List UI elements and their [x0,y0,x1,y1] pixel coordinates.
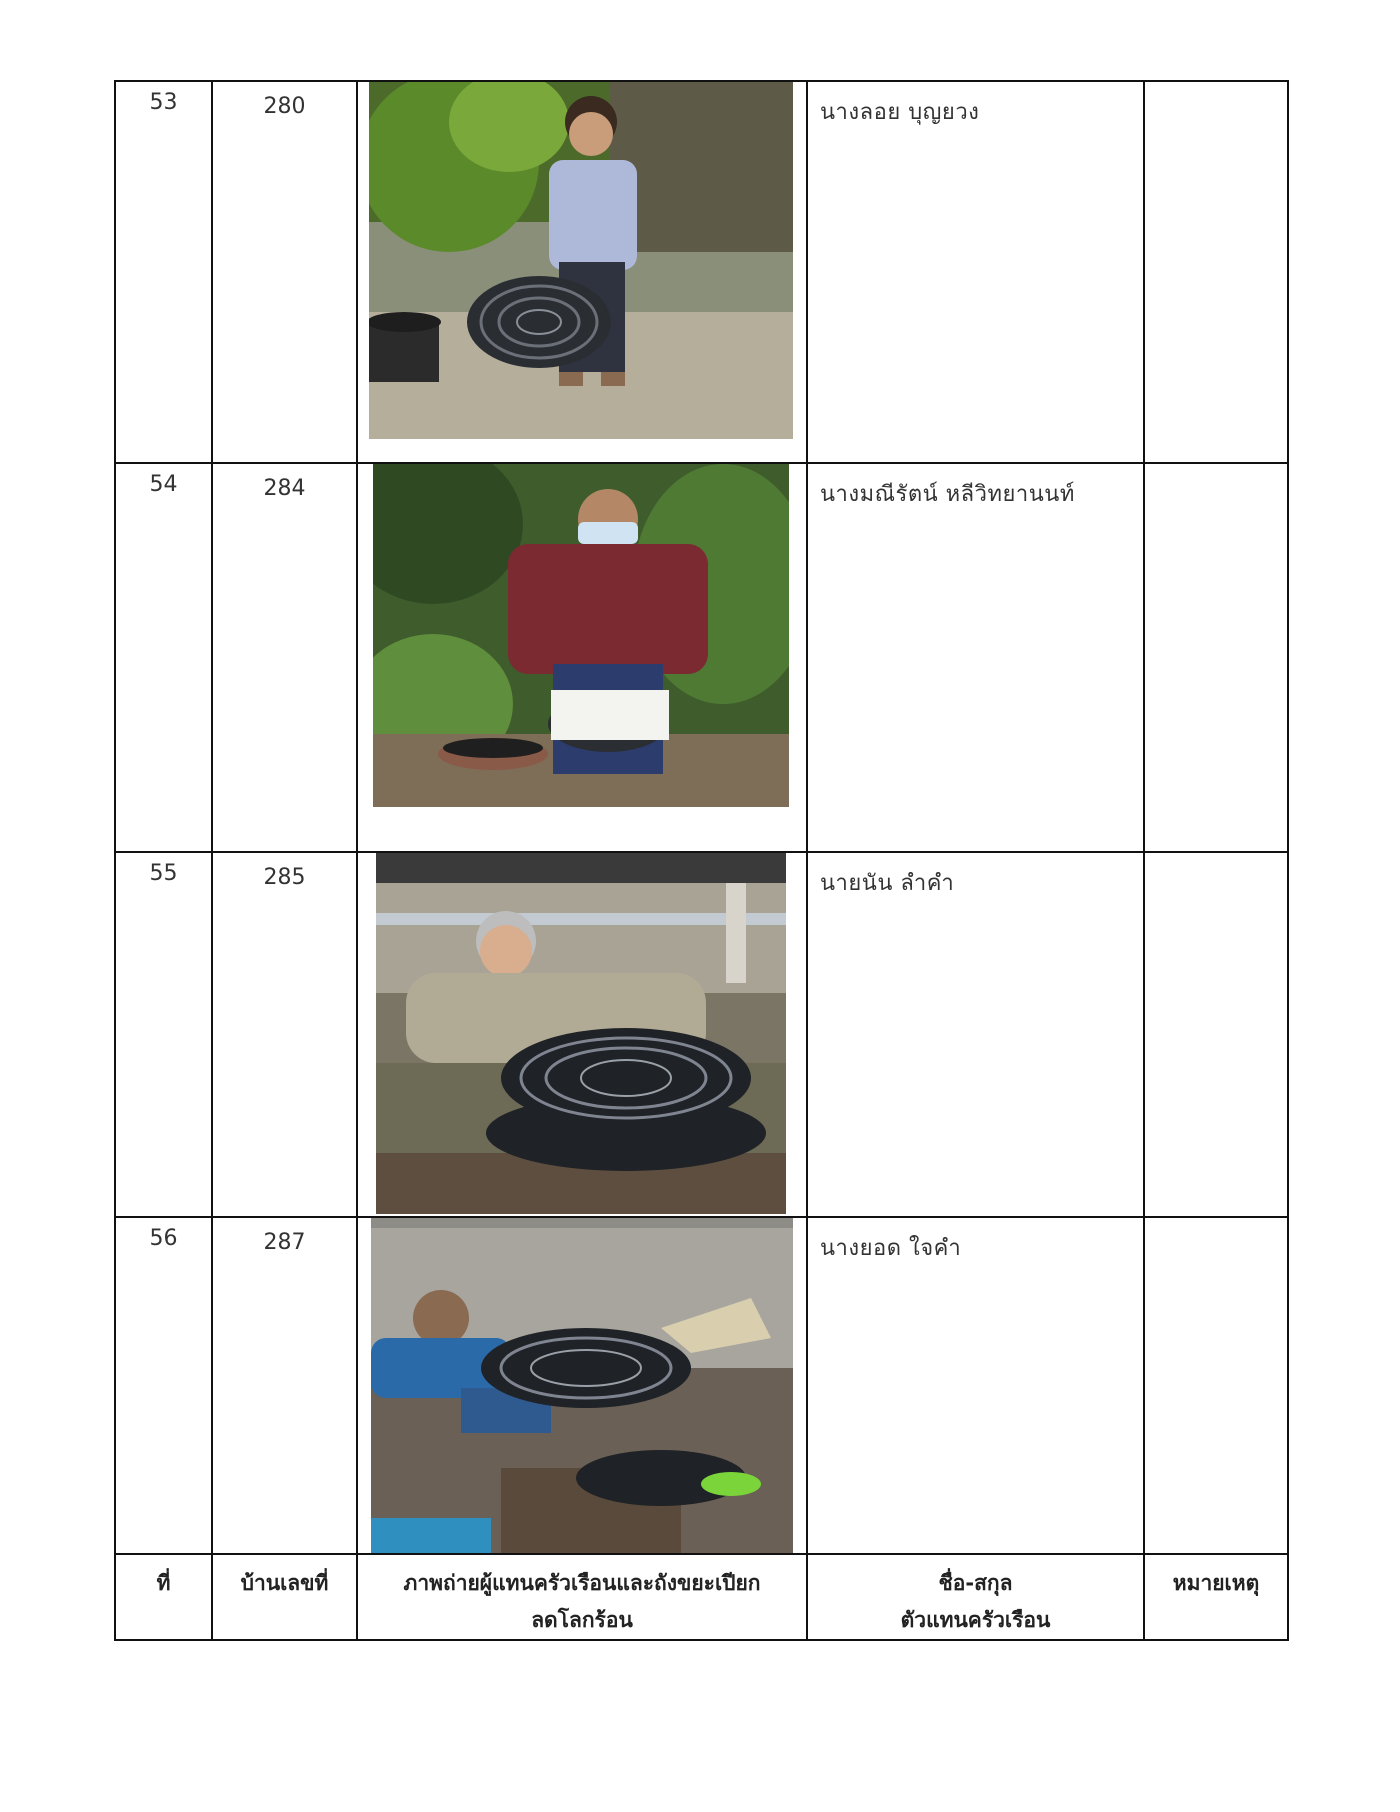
header-name [807,1554,1144,1640]
header-photo [357,1554,807,1640]
table-row [115,852,1288,1217]
representative-name: นางยอด ใจคำ [807,1217,1144,1554]
house-number: 285 [212,852,357,1217]
note-cell [1144,81,1288,463]
representative-name: นายนัน ลำคำ [807,852,1144,1217]
note-cell [1144,852,1288,1217]
representative-name: นางลอย บุญยวง [807,81,1144,463]
header-name-line1: ชื่อ-สกุล [938,1571,1013,1595]
row-number: 54 [115,463,212,852]
header-photo-line1: ภาพถ่ายผู้แทนครัวเรือนและถังขยะเปียก [403,1571,761,1595]
photo-illustration [371,1218,793,1553]
row-number: 53 [115,81,212,463]
note-cell [1144,1217,1288,1554]
row-number: 55 [115,852,212,1217]
house-number: 284 [212,463,357,852]
photo-household-representative-with-waste-bin [371,1218,793,1553]
photo-household-representative-with-waste-bin [373,464,789,807]
photo-illustration [369,82,793,439]
table-row [115,81,1288,463]
header-note: หมายเหตุ [1144,1554,1288,1640]
note-cell [1144,463,1288,852]
representative-name: นางมณีรัตน์ หลีวิทยานนท์ [807,463,1144,852]
photo-cell [357,852,807,1217]
household-records-table [114,80,1289,1641]
header-house-number: บ้านเลขที่ [212,1554,357,1640]
photo-cell [357,1217,807,1554]
header-name-line2: ตัวแทนครัวเรือน [900,1608,1051,1632]
header-no: ที่ [115,1554,212,1640]
table-header-row [115,1554,1288,1640]
photo-household-representative-with-waste-bin [376,853,786,1214]
photo-illustration [376,853,786,1214]
table-row [115,1217,1288,1554]
photo-cell [357,81,807,463]
row-number: 56 [115,1217,212,1554]
photo-cell [357,463,807,852]
header-photo-line2: ลดโลกร้อน [531,1608,633,1632]
photo-household-representative-with-waste-bin [369,82,793,439]
photo-illustration [373,464,789,807]
house-number: 287 [212,1217,357,1554]
table-row [115,463,1288,852]
house-number: 280 [212,81,357,463]
